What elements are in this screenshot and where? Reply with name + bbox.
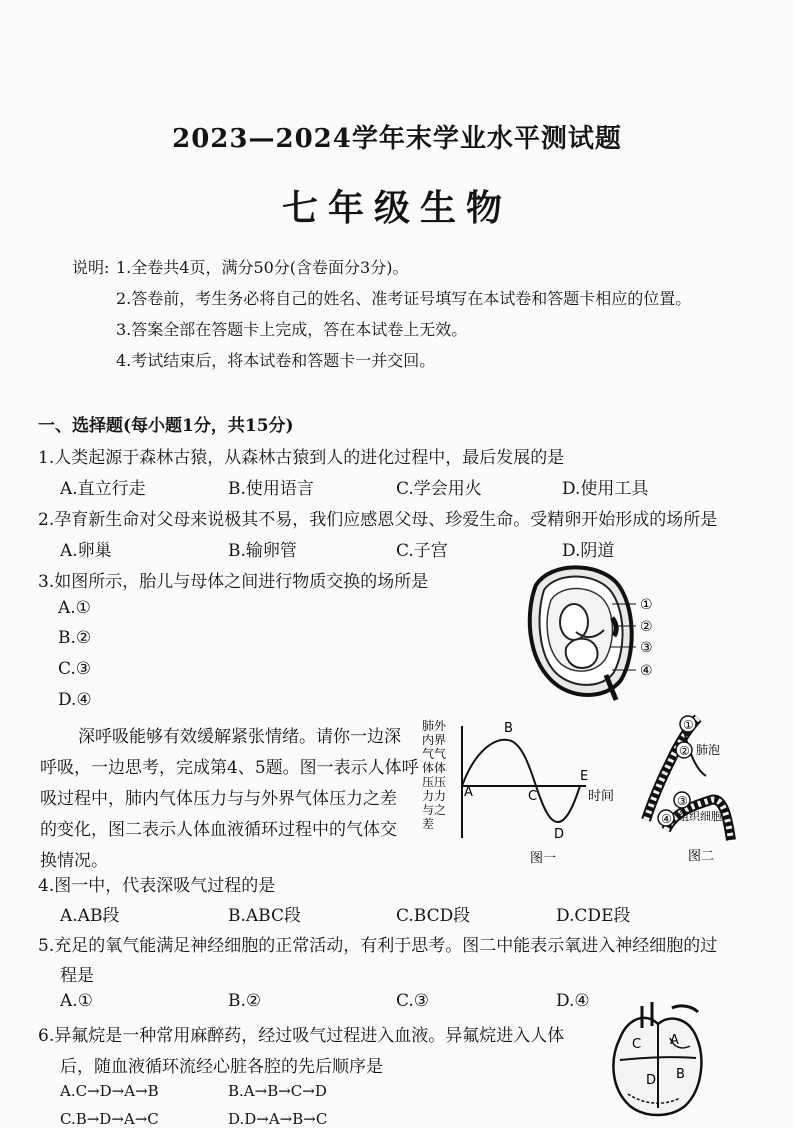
passage-line-1: 深呼吸能够有效缓解紧张情绪。请你一边深 <box>78 727 401 747</box>
figure-2-label-2: ② <box>679 744 690 758</box>
question-2-option-a[interactable]: A.卵巢 <box>60 541 112 561</box>
figure-1-curve <box>462 740 580 822</box>
question-6-option-c[interactable]: C.B→D→A→C <box>60 1110 159 1128</box>
section-heading: 一、选择题(每小题1分，共15分) <box>38 416 294 436</box>
question-4-stem: 4.图一中，代表深吸气过程的是 <box>38 876 276 896</box>
question-5-stem-line-1: 5.充足的氧气能满足神经细胞的正常活动，有利于思考。图二中能表示氧进入神经细胞的过 <box>38 936 718 956</box>
passage-line-3: 吸过程中，肺内气体压力与与外界气体压力之差 <box>40 789 397 809</box>
question-2-stem: 2.孕育新生命对父母来说极其不易，我们应感恩父母、珍爱生命。受精卵开始形成的场所是 <box>38 510 718 530</box>
heart-icon <box>613 1002 701 1115</box>
uterus-outline-icon <box>530 567 632 700</box>
figure-2-diagram <box>636 710 746 868</box>
question-5-option-c[interactable]: C.③ <box>396 991 430 1011</box>
figure-2-label-1: ① <box>683 718 694 732</box>
heart-chamber-a: A <box>670 1033 679 1048</box>
instructions-prefix: 说明: <box>72 258 110 277</box>
heart-chamber-d: D <box>646 1073 657 1088</box>
instruction-4: 4.考试结束后，将本试卷和答题卡一并交回。 <box>116 351 436 370</box>
tissue-cell-label: 组织细胞 <box>678 810 722 823</box>
fetus-label-3: ③ <box>640 640 653 656</box>
fetus-label-2: ② <box>640 619 653 635</box>
point-d-label: D <box>554 827 565 842</box>
question-2-option-c[interactable]: C.子宫 <box>396 541 448 561</box>
heart-diagram <box>600 998 715 1120</box>
question-6-option-d[interactable]: D.D→A→B→C <box>228 1110 328 1128</box>
passage-line-2: 呼吸，一边思考，完成第4、5题。图一表示人体呼 <box>40 758 419 778</box>
heart-chamber-b: B <box>676 1067 685 1082</box>
exam-subject: 七年级生物 <box>281 187 512 229</box>
question-5-option-d[interactable]: D.④ <box>556 991 590 1011</box>
fetus-label-4: ④ <box>640 663 653 679</box>
figure-2-caption: 图二 <box>688 849 715 864</box>
question-1-option-c[interactable]: C.学会用火 <box>396 479 482 499</box>
fetus-diagram <box>516 560 666 705</box>
question-3-stem: 3.如图所示，胎儿与母体之间进行物质交换的场所是 <box>38 572 429 592</box>
figure-1-ylabel: 肺外 内界 气气 体体 压压 力力 与之 差 <box>422 719 447 831</box>
figure-2-label-4: ④ <box>661 812 672 826</box>
question-4-option-c[interactable]: C.BCD段 <box>396 906 471 926</box>
point-b-label: B <box>504 721 513 736</box>
question-1-option-a[interactable]: A.直立行走 <box>60 479 146 499</box>
question-3-option-b[interactable]: B.② <box>58 628 92 648</box>
point-a-label: A <box>464 785 473 800</box>
figure-1-caption: 图一 <box>530 851 557 866</box>
question-5-option-b[interactable]: B.② <box>228 991 262 1011</box>
question-6-stem-line-1: 6.异氟烷是一种常用麻醉药，经过吸气过程进入血液。异氟烷进入人体 <box>38 1026 565 1046</box>
question-3-option-c[interactable]: C.③ <box>58 659 92 679</box>
question-5-option-a[interactable]: A.① <box>60 991 93 1011</box>
question-3-option-a[interactable]: A.① <box>58 598 91 618</box>
point-c-label: C <box>528 789 538 804</box>
question-3-option-d[interactable]: D.④ <box>58 690 92 710</box>
question-5-stem-line-2: 程是 <box>60 966 94 986</box>
instruction-1: 1.全卷共4页，满分50分(含卷面分3分)。 <box>116 258 409 277</box>
question-2-option-b[interactable]: B.输卵管 <box>228 541 297 561</box>
question-1-stem: 1.人类起源于森林古猿，从森林古猿到人的进化过程中，最后发展的是 <box>38 448 565 468</box>
question-1-option-b[interactable]: B.使用语言 <box>228 479 314 499</box>
figure-1-xlabel: 时间 <box>588 789 615 804</box>
alveolus-label: 肺泡 <box>696 743 721 757</box>
instruction-3: 3.答案全部在答题卡上完成，答在本试卷上无效。 <box>116 320 468 339</box>
question-4-option-a[interactable]: A.AB段 <box>60 906 120 926</box>
question-2-option-d[interactable]: D.阴道 <box>562 541 615 561</box>
point-e-label: E <box>580 769 589 784</box>
question-6-option-b[interactable]: B.A→B→C→D <box>228 1082 327 1100</box>
passage-line-4: 的变化，图二表示人体血液循环过程中的气体交 <box>40 820 397 840</box>
question-4-option-d[interactable]: D.CDE段 <box>556 906 631 926</box>
question-1-option-d[interactable]: D.使用工具 <box>562 479 649 499</box>
fetus-label-1: ① <box>640 597 653 613</box>
passage-line-5: 换情况。 <box>40 851 108 871</box>
question-4-option-b[interactable]: B.ABC段 <box>228 906 301 926</box>
exam-title: 2023—2024学年末学业水平测试题 <box>172 124 622 154</box>
heart-chamber-c: C <box>632 1037 642 1052</box>
instruction-2: 2.答卷前，考生务必将自己的姓名、准考证号填写在本试卷和答题卡相应的位置。 <box>116 289 692 308</box>
figure-2-label-3: ③ <box>677 794 688 808</box>
question-6-option-a[interactable]: A.C→D→A→B <box>60 1082 159 1100</box>
question-6-stem-line-2: 后，随血液循环流经心脏各腔的先后顺序是 <box>60 1057 383 1077</box>
figure-1-chart <box>418 718 628 868</box>
